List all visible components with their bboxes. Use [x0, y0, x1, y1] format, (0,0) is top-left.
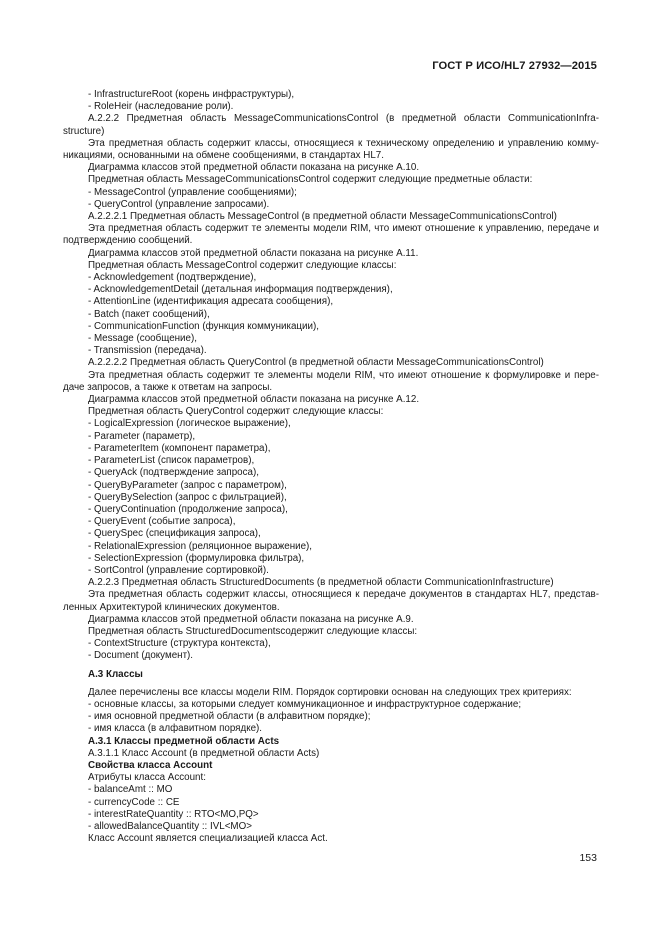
paragraph: А.2.2.2.2 Предметная область QueryControl (в предметной области MessageCommunicationsControl) — [88, 357, 544, 369]
section-heading: Свойства класса Account — [88, 759, 213, 771]
section-heading: А.3.1 Классы предметной области Acts — [88, 735, 280, 747]
list-item: - QueryByParameter (запрос с параметром), — [88, 479, 287, 491]
list-item: - CommunicationFunction (функция коммуникации), — [88, 320, 319, 332]
list-item: - currencyCode :: CE — [88, 796, 180, 808]
document-body — [63, 89, 599, 845]
paragraph: Эта предметная область содержит классы, относящиеся к техническому определению и управлению комму-никациями, основанными на обмене сообщениями, в стандартах HL7. — [63, 137, 599, 162]
list-item: - ContextStructure (структура контекста), — [88, 638, 271, 650]
list-item: - имя класса (в алфавитном порядке). — [88, 723, 263, 735]
paragraph: А.2.2.2 Предметная область MessageCommunicationsControl (в предметной области CommunicationInfra-structure) — [63, 113, 599, 137]
list-item: - ParameterItem (компонент параметра), — [88, 442, 271, 454]
list-item: - QuerySpec (спецификация запроса), — [88, 528, 261, 540]
list-item: - основные классы, за которыми следует коммуникационное и инфраструктурное содержание; — [88, 698, 522, 710]
paragraph: Диаграмма классов этой предметной области показана на рисунке А.11. — [88, 247, 419, 259]
list-item: - ParameterList (список параметров), — [88, 455, 255, 467]
list-item: - Batch (пакет сообщений), — [88, 308, 210, 320]
paragraph: А.2.2.3 Предметная область StructuredDocuments (в предметной области CommunicationInfrastructure) — [88, 577, 554, 589]
paragraph: Класс Account является специализацией класса Act. — [88, 833, 328, 845]
list-item: - balanceAmt :: MO — [88, 784, 173, 796]
paragraph: Предметная область StructuredDocumentsсодержит следующие классы: — [88, 625, 418, 637]
list-item: - AcknowledgementDetail (детальная информация подтверждения), — [88, 284, 393, 296]
list-item: - Acknowledgement (подтверждение), — [88, 272, 257, 284]
paragraph: Эта предметная область содержит те элементы модели RIM, что имеют отношение к управлению, передаче и подтверждению сообщений. — [63, 223, 599, 247]
document-header: ГОСТ Р ИСО/HL7 27932—2015 — [432, 60, 597, 72]
list-item: - interestRateQuantity :: RTO<MO,PQ> — [88, 808, 259, 820]
list-item: - Message (сообщение), — [88, 333, 197, 345]
list-item: - QueryEvent (событие запроса), — [88, 516, 236, 528]
paragraph: Диаграмма классов этой предметной области показана на рисунке А.12. — [88, 394, 420, 406]
list-item: - RoleHeir (наследование роли). — [88, 101, 234, 113]
list-item: - Transmission (передача). — [88, 345, 207, 357]
list-item: - LogicalExpression (логическое выражение), — [88, 418, 291, 430]
page-number: 153 — [579, 852, 597, 864]
list-item: - InfrastructureRoot (корень инфраструктуры), — [88, 89, 295, 100]
list-item: - QueryBySelection (запрос с фильтрацией), — [88, 491, 287, 503]
list-item: - SelectionExpression (формулировка фильтра), — [88, 552, 305, 564]
list-item: - QueryControl (управление запросами). — [88, 198, 270, 210]
paragraph: Далее перечислены все классы модели RIM. Порядок сортировки основан на следующих трех критериях: — [88, 686, 572, 698]
paragraph: Предметная область QueryControl содержит следующие классы: — [88, 406, 384, 418]
list-item: - AttentionLine (идентификация адресата сообщения), — [88, 296, 334, 308]
paragraph: Эта предметная область содержит те элементы модели RIM, что имеют отношение к формулировке и пере-даче запросов, а также к ответам на запросы. — [63, 369, 599, 393]
list-item: - allowedBalanceQuantity :: IVL<MO> — [88, 820, 252, 832]
list-item: - MessageControl (управление сообщениями); — [88, 186, 297, 198]
list-item: - Parameter (параметр), — [88, 430, 196, 442]
list-item: - QueryAck (подтверждение запроса), — [88, 467, 259, 479]
list-item: - RelationalExpression (реляционное выражение), — [88, 540, 313, 552]
paragraph: Диаграмма классов этой предметной области показана на рисунке А.10. — [88, 162, 420, 174]
paragraph: А.3.1.1 Класс Account (в предметной области Acts) — [88, 747, 320, 759]
paragraph: Предметная область MessageControl содержит следующие классы: — [88, 259, 397, 271]
paragraph: Атрибуты класса Account: — [88, 772, 206, 784]
list-item: - имя основной предметной области (в алфавитном порядке); — [88, 711, 371, 723]
list-item: - QueryContinuation (продолжение запроса), — [88, 503, 288, 515]
paragraph: А.2.2.2.1 Предметная область MessageControl (в предметной области MessageCommunicationsControl) — [88, 211, 557, 223]
paragraph: Эта предметная область содержит классы, относящиеся к передаче документов в стандартах HL7, представ-ленных Архитектурой клинических документов. — [63, 589, 599, 613]
section-heading: А.3 Классы — [88, 668, 143, 680]
paragraph: Диаграмма классов этой предметной области показана на рисунке А.9. — [88, 613, 414, 625]
list-item: - SortControl (управление сортировкой). — [88, 564, 269, 576]
list-item: - Document (документ). — [88, 650, 194, 662]
paragraph: Предметная область MessageCommunicationsControl содержит следующие предметные области: — [88, 174, 533, 186]
